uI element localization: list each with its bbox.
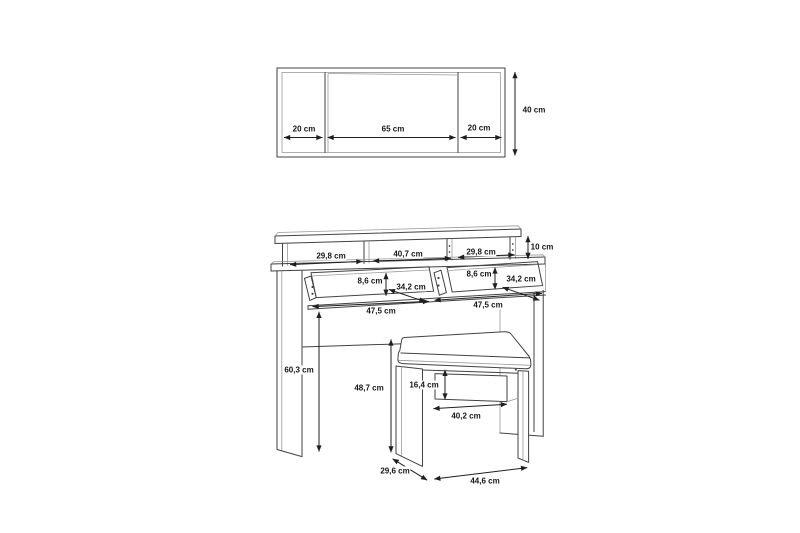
dim-label-stool-height: 48,7 cm [354,383,384,393]
dim-label-mirror-height: 40 cm [522,105,546,115]
stool-outline [396,332,531,467]
dim-label-stool-depth: 29,6 cm [380,466,410,476]
dim-label-stool-width: 44,6 cm [470,476,500,486]
dim-label-mirror-width-left: 20 cm [292,124,316,134]
dim-label-stool-inner-width: 40,2 cm [451,411,481,421]
dim-label-drawer-left-depth: 34,2 cm [396,282,426,292]
dim-label-shelf-right: 29,8 cm [466,247,496,257]
dim-label-shelf-height: 10 cm [530,242,554,252]
dim-label-shelf-left: 29,8 cm [316,251,346,261]
dim-label-desk-height: 60,3 cm [284,365,314,375]
dim-label-drawer-right-front-height: 8,6 cm [466,269,492,279]
dim-label-mirror-width-center: 65 cm [381,124,405,134]
dim-label-stool-apron-height: 16,4 cm [409,380,439,390]
dim-label-drawer-right-depth: 34,2 cm [506,274,536,284]
dim-label-shelf-center: 40,7 cm [393,249,423,259]
dim-arrow-stool-inner-width [433,404,507,408]
dim-label-drawer-right-width: 47,5 cm [473,300,503,310]
dim-label-mirror-width-right: 20 cm [467,123,491,133]
mirror-outline [277,68,505,157]
dim-label-drawer-left-width: 47,5 cm [366,306,396,316]
dim-label-drawer-left-front-height: 8,6 cm [357,276,383,286]
